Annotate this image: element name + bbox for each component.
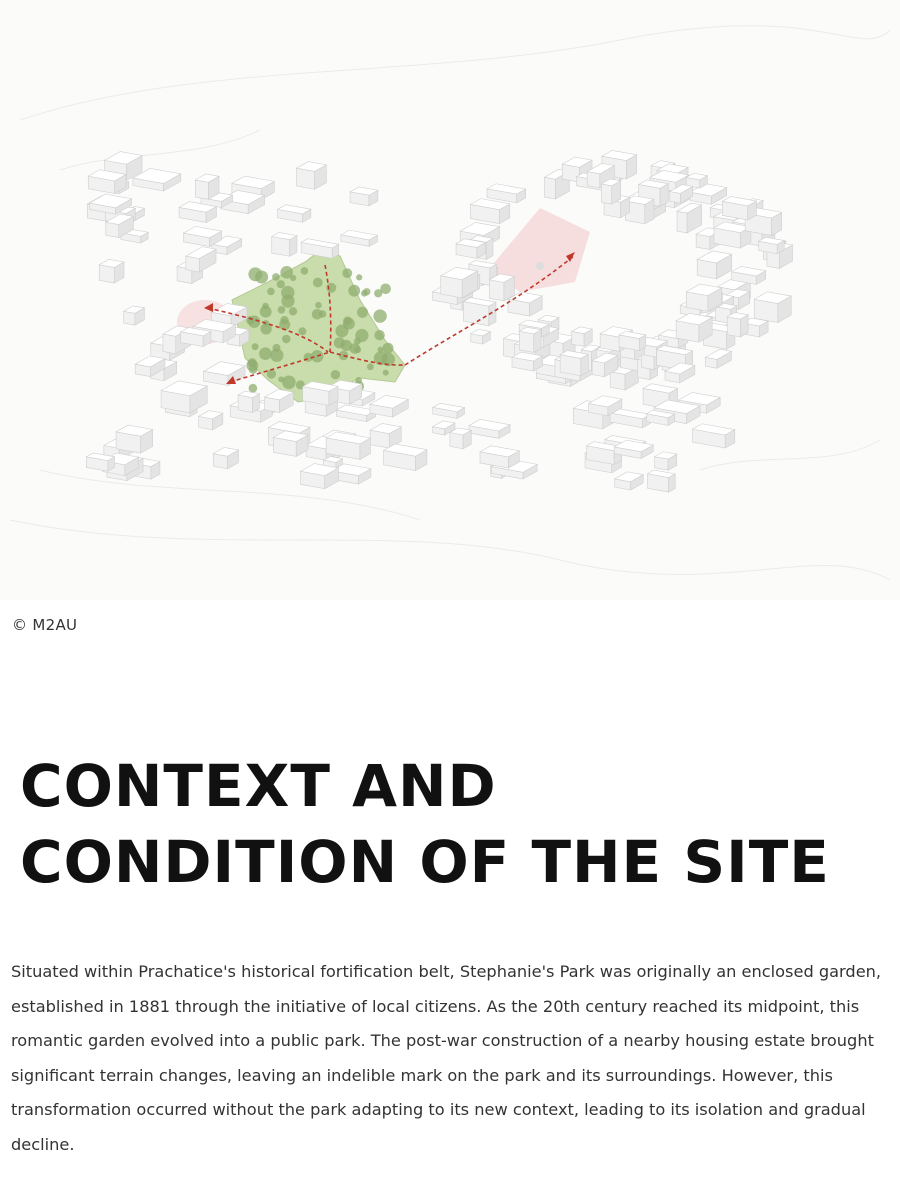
building-block (655, 452, 677, 470)
square-fountain (536, 262, 544, 270)
building-block (470, 199, 509, 224)
building-block (677, 203, 702, 233)
building-block (303, 382, 338, 406)
park-tree (311, 350, 323, 362)
building-block (204, 362, 245, 386)
building-block (469, 419, 510, 438)
park-tree (335, 324, 348, 337)
building-block (370, 395, 408, 417)
building-block (350, 187, 378, 206)
park-tree (313, 278, 323, 288)
park-tree (282, 335, 291, 344)
park-tree (249, 366, 257, 374)
building-block (615, 472, 644, 490)
building-block (560, 351, 588, 376)
building-block (301, 239, 339, 259)
park-tree (383, 343, 394, 354)
park-tree (260, 306, 272, 318)
park-tree (298, 327, 306, 335)
building-block (384, 444, 427, 471)
building-block (199, 411, 223, 430)
park-tree (383, 370, 389, 376)
park-tree (367, 363, 374, 370)
building-block (648, 470, 676, 492)
park-tree (289, 307, 297, 315)
building-block (722, 196, 756, 220)
building-block (759, 237, 785, 254)
building-block (489, 274, 514, 301)
building-block (161, 381, 207, 413)
building-block (727, 312, 748, 336)
park-tree (246, 316, 254, 324)
park-tree (249, 384, 258, 393)
building-block (195, 174, 219, 199)
section-heading: CONTEXT AND CONDITION OF THE SITE (20, 752, 830, 896)
park-tree (259, 347, 272, 360)
building-block (88, 170, 126, 194)
park-tree (315, 302, 322, 309)
park-tree (301, 267, 309, 275)
building-block (124, 306, 145, 325)
body-paragraph: Situated within Prachatice's historical fortification belt, Stephanie's Park was originally an enclosed garden, established in 1881 through the initiative of local citizens. As the 20th century reached its midpoint, this romantic garden evolved into a public park. The post-war construction of a nearby housing estate brought significant terrain changes, leaving an indelible mark on the park and its surroundings. However, this transformation occurred without the park adapting to its new context, leading to its isolation and gradual decline. (11, 962, 882, 1154)
building-block (433, 403, 465, 418)
building-block (697, 251, 732, 279)
building-block (471, 329, 491, 344)
building-block (512, 352, 543, 371)
building-block (601, 179, 620, 204)
park-tree (252, 343, 259, 350)
building-block (273, 431, 308, 457)
park-tree (380, 284, 391, 295)
park-tree (319, 310, 327, 318)
building-block (676, 313, 712, 342)
park-area (232, 252, 405, 402)
park-tree (282, 376, 296, 390)
building-block (238, 391, 259, 412)
building-block (450, 428, 471, 449)
building-block (456, 239, 486, 259)
park-tree (341, 340, 352, 351)
building-block (480, 446, 519, 468)
building-block (692, 424, 734, 448)
building-block (116, 425, 153, 453)
building-block (297, 162, 327, 190)
park-tree (280, 316, 288, 324)
building-block (213, 447, 238, 468)
building-block (619, 331, 646, 350)
park-tree (277, 280, 285, 288)
building-block (519, 327, 541, 352)
park-tree (278, 306, 286, 314)
park-tree (354, 346, 361, 353)
building-block (265, 389, 294, 412)
park-tree (278, 376, 284, 382)
park-tree (342, 268, 352, 278)
building-block (272, 232, 297, 256)
park-tree (356, 274, 362, 280)
building-block (754, 292, 791, 323)
building-block (186, 247, 216, 272)
park-tree (354, 338, 361, 345)
building-block (341, 230, 378, 246)
park-tree (272, 273, 280, 281)
park-tree (363, 288, 370, 295)
park-tree (290, 275, 296, 281)
building-block (572, 327, 592, 347)
park-tree (373, 309, 386, 322)
building-block (301, 464, 339, 489)
park-tree (273, 344, 281, 352)
building-block (487, 184, 526, 203)
building-block (705, 349, 731, 368)
park-tree (355, 377, 362, 384)
building-block (278, 205, 311, 223)
park-tree (281, 295, 294, 308)
park-tree (343, 316, 352, 325)
building-block (463, 298, 496, 326)
park-tree (374, 330, 384, 340)
park-tree (267, 288, 275, 296)
building-block (610, 409, 650, 428)
park-tree (255, 271, 268, 284)
park-tree (267, 369, 276, 378)
building-block (99, 259, 124, 283)
park-tree (348, 285, 360, 297)
park-tree (331, 370, 340, 379)
image-credit: © M2AU (12, 616, 78, 634)
park-tree (357, 307, 368, 318)
